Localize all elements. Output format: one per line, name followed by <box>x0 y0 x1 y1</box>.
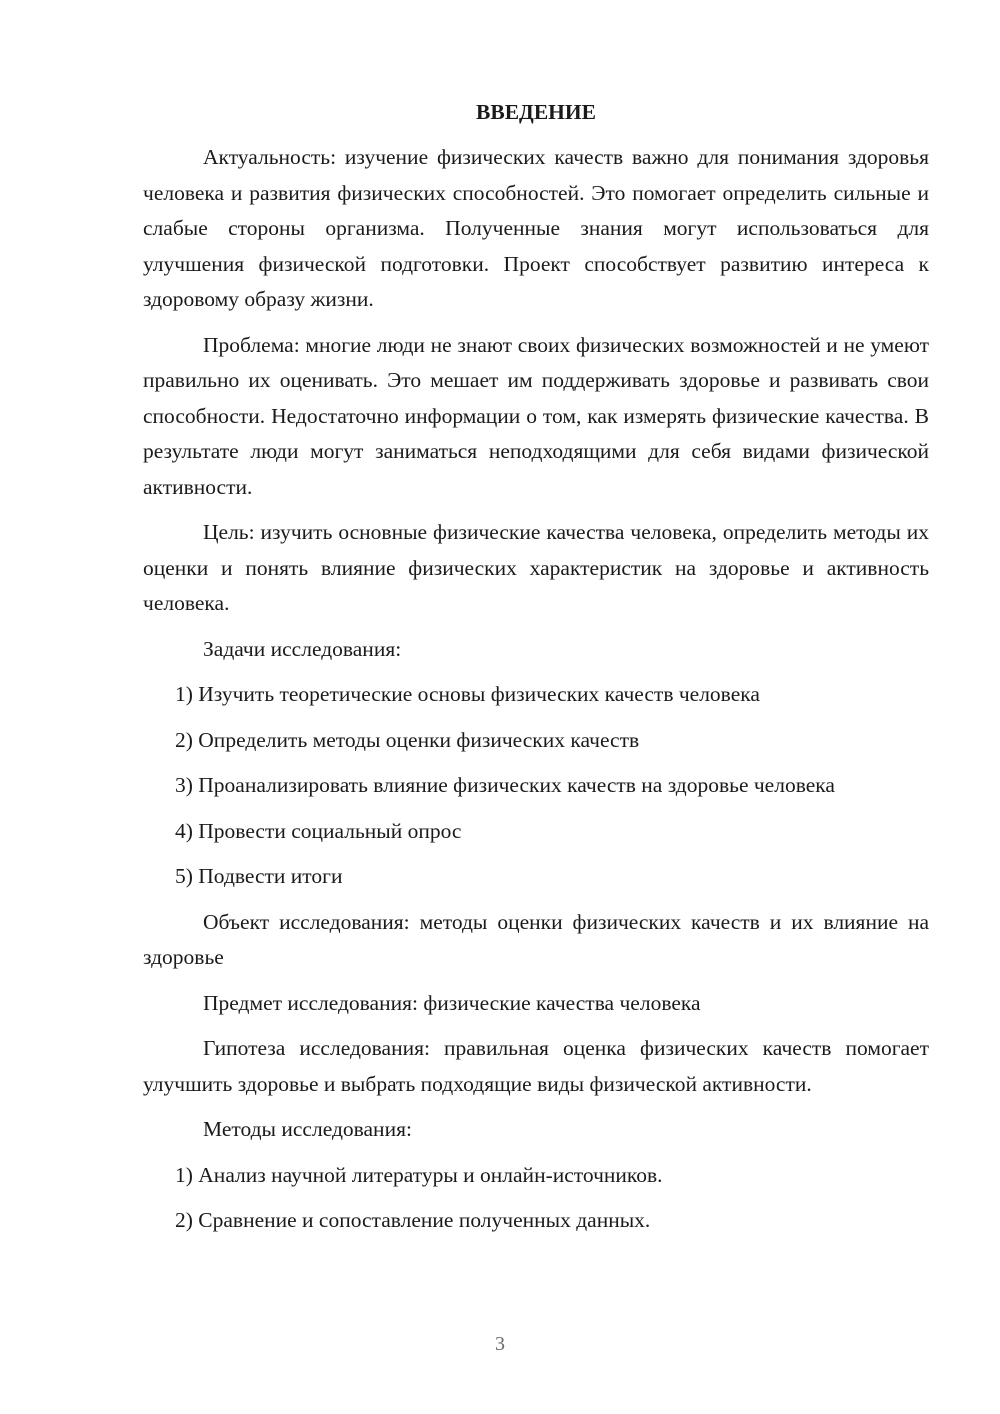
method-item-1: 1) Анализ научной литературы и онлайн-источников. <box>175 1162 663 1187</box>
task-item-5: 5) Подвести итоги <box>175 864 343 888</box>
object-paragraph: Объект исследования: методы оценки физических качеств и их влияние на здоровье <box>143 909 929 969</box>
task-item-4: 4) Провести социальный опрос <box>175 818 462 843</box>
task-item-2: 2) Определить методы оценки физических качеств <box>175 727 640 752</box>
goal-paragraph: Цель: изучить основные физические качества человека, определить методы их оценки и понять влияние физических характеристик на здоровье и активность человека. <box>143 520 929 615</box>
hypothesis-paragraph: Гипотеза исследования: правильная оценка физических качеств помогает улучшить здоровье и выбрать подходящие виды физической активности. <box>143 1036 929 1096</box>
subject-paragraph: Предмет исследования: физические качества человека <box>203 990 701 1015</box>
method-item-2: 2) Сравнение и сопоставление полученных данных. <box>175 1208 651 1232</box>
document-page <box>143 95 929 1249</box>
relevance-paragraph: Актуальность: изучение физических качеств важно для понимания здоровья человека и развития физических способностей. Это помогает определить сильные и слабые стороны организма. Полученные знания могут использоваться для улучшения физической подготовки. Проект способствует развитию интереса к здоровому образу жизни. <box>143 145 929 311</box>
methods-heading: Методы исследования: <box>203 1117 412 1141</box>
tasks-heading: Задачи исследования: <box>203 636 402 661</box>
problem-paragraph: Проблема: многие люди не знают своих физических возможностей и не умеют правильно их оценивать. Это мешает им поддерживать здоровье и развивать свои способности. Недостаточно информации о том, как измерять физические качества. В результате люди могут заниматься неподходящими для себя видами физической активности. <box>143 332 929 499</box>
task-item-1: 1) Изучить теоретические основы физических качеств человека <box>175 682 760 706</box>
section-title: ВВЕДЕНИЕ <box>476 100 596 124</box>
task-item-3: 3) Проанализировать влияние физических качеств на здоровье человека <box>175 773 835 797</box>
page-number: 3 <box>495 1333 505 1355</box>
